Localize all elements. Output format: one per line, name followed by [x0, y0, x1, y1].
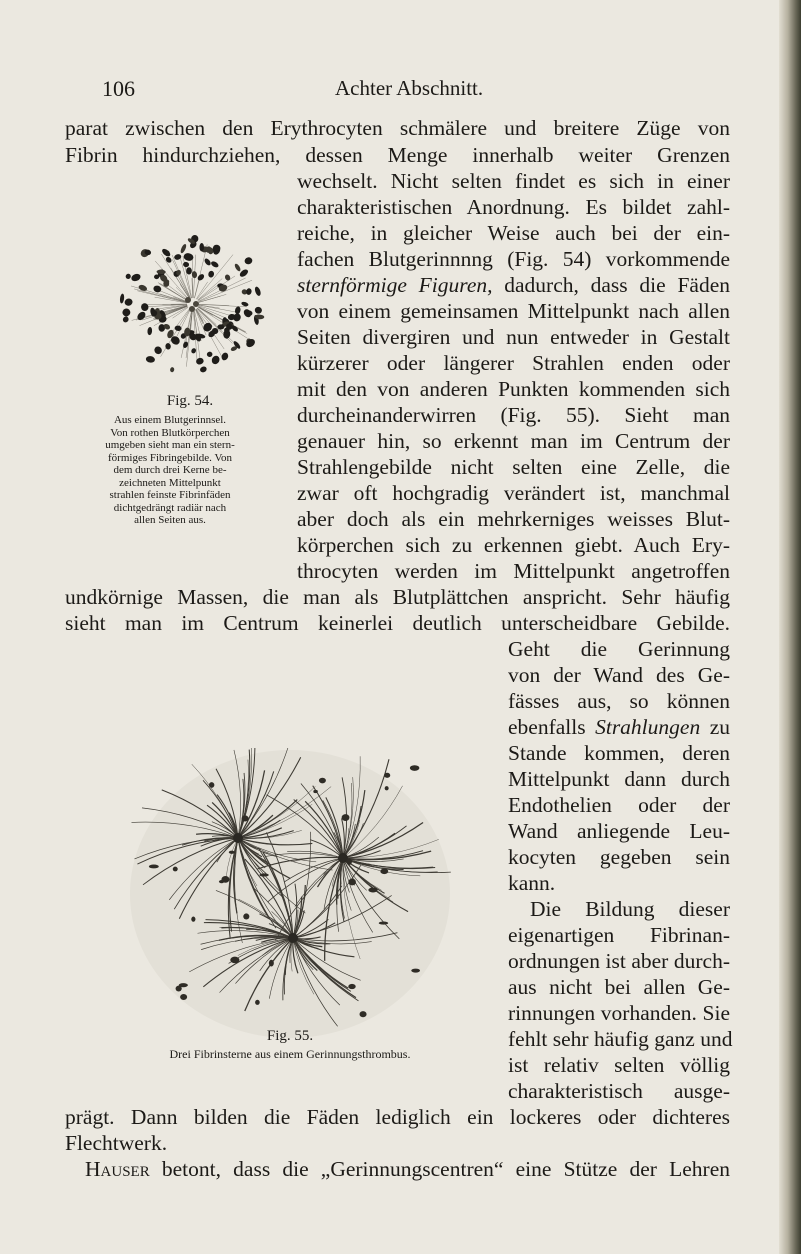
- body-line-text: durcheinanderwirren (Fig. 55). Sieht man: [297, 403, 730, 427]
- body-line: [508, 689, 730, 713]
- body-line: [508, 715, 730, 739]
- body-line: [508, 1027, 733, 1051]
- body-line-text: Fibrin hindurchziehen, dessen Menge innerhalb weiter Grenzen: [65, 143, 730, 167]
- body-line: [65, 143, 730, 167]
- figure-55-caption: Drei Fibrinsterne aus einem Gerinnungsthrombus.: [169, 1047, 411, 1061]
- body-line: [297, 299, 730, 323]
- body-line-text: Geht die Gerinnung: [508, 637, 730, 661]
- body-line-text: Flechtwerk.: [65, 1131, 168, 1155]
- body-line-text: Stande kommen, deren: [508, 741, 730, 765]
- figure-54-drawing: [118, 232, 268, 377]
- body-line: [297, 273, 730, 297]
- body-line: [297, 247, 730, 271]
- body-line-text: von einem gemeinsamen Mittelpunkt nach allen: [297, 299, 730, 323]
- body-line: [530, 897, 730, 921]
- body-line: [508, 949, 730, 973]
- body-line: [297, 169, 730, 193]
- body-line: [297, 403, 730, 427]
- body-line-text: fachen Blutgerinnnng (Fig. 54) vorkommende: [297, 247, 730, 271]
- body-line: [297, 507, 730, 531]
- figure-54-image: [118, 232, 268, 377]
- caption-line: förmiges Fibringebilde. Von: [108, 451, 232, 464]
- body-line-text: Mittelpunkt dann durch: [508, 767, 730, 791]
- body-line: [297, 221, 730, 245]
- body-line: [508, 819, 730, 843]
- running-head: [0, 76, 801, 106]
- body-line: [297, 559, 730, 583]
- body-line: [65, 1131, 365, 1155]
- body-line-text: kocyten gegeben sein: [508, 845, 730, 869]
- page-number: 106: [102, 76, 135, 101]
- body-line: [508, 793, 730, 817]
- caption-line: Aus einem Blutgerinnsel.: [113, 414, 227, 426]
- author-name: Hauser: [85, 1157, 150, 1181]
- body-line-text: prägt. Dann bilden die Fäden lediglich ein lockeres oder dichteres: [65, 1105, 730, 1129]
- body-line-text: aus nicht bei allen Ge-: [508, 975, 730, 999]
- body-line-text: ist relativ selten völlig: [508, 1053, 730, 1077]
- caption-line: dichtgedrängt radiär nach: [113, 501, 227, 514]
- body-line: [297, 195, 730, 219]
- body-line-text: körperchen sich zu erkennen giebt. Auch Ery-: [297, 533, 730, 557]
- body-line-text: Strahlengebilde nicht selten eine Zelle, die: [297, 455, 730, 479]
- body-line: [508, 871, 658, 895]
- caption-line: umgeben sieht man ein stern-: [105, 439, 235, 451]
- body-line: [297, 429, 730, 453]
- body-line-text: parat zwischen den Erythrocyten schmälere und breitere Züge von: [65, 116, 730, 140]
- body-line-text: fässes aus, so können: [508, 689, 730, 713]
- emphasized-term: Strahlungen: [595, 715, 701, 739]
- body-line: [85, 1157, 730, 1181]
- caption-line: strahlen feinste Fibrinfäden: [109, 489, 231, 501]
- body-line-text: charakteristisch ausge-: [508, 1079, 730, 1103]
- body-line-text: dadurch, dass die Fäden: [492, 273, 730, 297]
- body-line-text: zwar oft hochgradig verändert ist, manchmal: [297, 481, 730, 505]
- figure-54-label: Fig. 54.: [166, 393, 214, 409]
- body-line: [297, 377, 730, 401]
- body-line-text: reiche, in gleicher Weise auch bei der ein-: [297, 221, 730, 245]
- body-line: [508, 767, 730, 791]
- body-line-text: aber doch als ein mehrkerniges weisses Blut-: [297, 507, 730, 531]
- body-line-text: genauer hin, so erkennt man im Centrum der: [297, 429, 730, 453]
- body-line-text: Endothelien oder der: [508, 793, 730, 817]
- body-line: [508, 923, 730, 947]
- figure-55-image: [128, 748, 453, 1040]
- body-line-text: eigenartigen Fibrinan-: [508, 923, 730, 947]
- body-line: [65, 1105, 730, 1129]
- body-line-text: fehlt sehr häufig ganz und: [508, 1027, 733, 1051]
- body-line: [508, 663, 730, 687]
- body-line-text: undkörnige Massen, die man als Blutplättchen anspricht. Sehr häufig: [65, 585, 730, 609]
- body-line-text: Wand anliegende Leu-: [508, 819, 730, 843]
- body-line-text: zu: [700, 715, 730, 739]
- body-line-text: mit den von anderen Punkten kommenden sich: [297, 377, 730, 401]
- body-line: [297, 351, 730, 375]
- body-line: [297, 325, 730, 349]
- body-line: [297, 455, 730, 479]
- body-line-text: kürzerer oder längerer Strahlen enden oder: [297, 351, 730, 375]
- body-line: [65, 585, 730, 609]
- running-title: Achter Abschnitt.: [335, 76, 484, 100]
- body-line: [508, 1079, 730, 1103]
- body-line-text: sieht man im Centrum keinerlei deutlich unterscheidbare Gebilde.: [65, 611, 730, 635]
- figure-55-label: Fig. 55.: [266, 1028, 314, 1044]
- page-binding-edge: [779, 0, 801, 1254]
- body-line: [297, 533, 730, 557]
- body-line-text: betont, dass die „Gerinnungscentren“ eine Stütze der Lehren: [149, 1157, 730, 1181]
- caption-line: Von rothen Blutkörperchen: [110, 426, 230, 439]
- caption-line: zeichneten Mittelpunkt: [119, 476, 221, 489]
- body-line-text: rinnungen vorhanden. Sie: [508, 1001, 730, 1025]
- body-line: [508, 1053, 730, 1077]
- body-line-text: ordnungen ist aber durch-: [508, 949, 730, 973]
- body-line-text: kann.: [508, 871, 556, 895]
- body-line-text: ebenfalls: [508, 715, 596, 739]
- body-line: [508, 741, 730, 765]
- body-line-text: Seiten divergiren und nun entweder in Gestalt: [297, 325, 730, 349]
- body-line: [65, 611, 730, 635]
- body-line: [508, 975, 730, 999]
- body-line: [508, 1001, 730, 1025]
- body-line-text: von der Wand des Ge-: [508, 663, 730, 687]
- figure-55-drawing: [128, 748, 453, 1040]
- body-line-text: throcyten werden im Mittelpunkt angetroffen: [297, 559, 730, 583]
- caption-line: allen Seiten aus.: [134, 514, 206, 526]
- body-line: [508, 637, 730, 661]
- caption-line: dem durch drei Kerne be-: [113, 464, 227, 476]
- emphasized-term: sternförmige Figuren,: [297, 273, 493, 297]
- body-line-text: wechselt. Nicht selten findet es sich in einer: [297, 169, 730, 193]
- body-line-text: Die Bildung dieser: [530, 897, 730, 921]
- body-line: [297, 481, 730, 505]
- body-line: [65, 116, 730, 140]
- body-line-text: charakteristischen Anordnung. Es bildet zahl-: [297, 195, 730, 219]
- body-line: [508, 845, 730, 869]
